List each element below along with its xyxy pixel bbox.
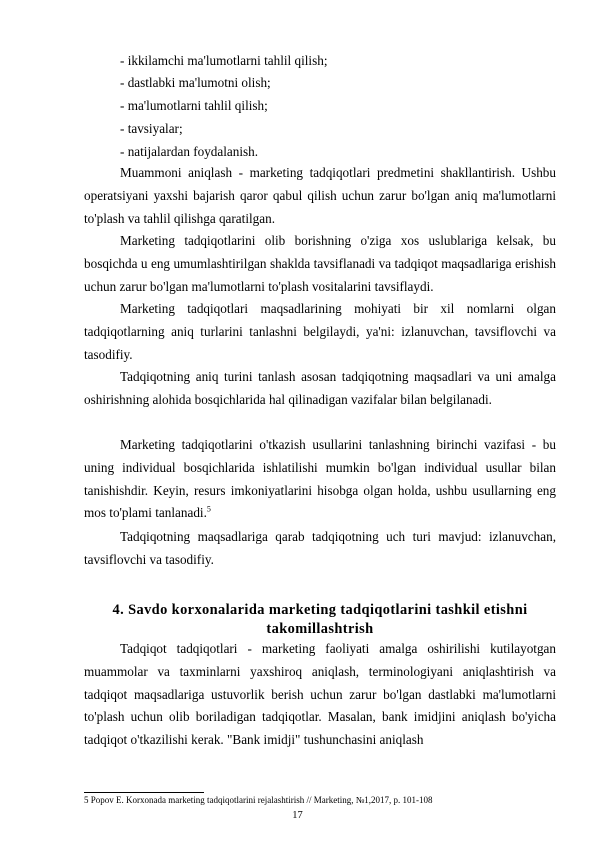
list-item: - ma'lumotlarni tahlil qilish; — [120, 98, 268, 113]
paragraph: Tadqiqotning aniq turini tanlash asosan tadqiqotning maqsadlari va uni amalga oshirishning alohida bosqichlarida hal qilinadigan vazifalar bilan belgilanadi. — [84, 369, 556, 407]
paragraph: Tadqiqotning maqsadlariga qarab tadqiqotning uch turi mavjud: izlanuvchan, tavsiflovchi va tasodifiy. — [84, 529, 556, 567]
footnote-divider — [84, 792, 204, 793]
paragraph: Muammoni aniqlash - marketing tadqiqotlari predmetini shakllantirish. Ushbu operatsiyani yaxshi bajarish qaror qabul qilish uchun zarur bo'lgan aniq ma'lumotlarni to'plash va tahlil qilishga qaratilgan. — [84, 165, 556, 226]
paragraph-text: Marketing tadqiqotlarini o'tkazish usullarini tanlashning birinchi vazifasi - bu uning individual bosqichlarida ishlatilishi mumkin bo'lgan individual usullar bilan tanishishdir. Keyin, resurs imkoniyatlarini hisobga olgan holda, ushbu usullarning eng mos to'plami tanlanadi. — [84, 437, 556, 521]
paragraph — [84, 434, 556, 525]
list-item: - ikkilamchi ma'lumotlarni tahlil qilish; — [120, 53, 328, 68]
list-item: - tavsiyalar; — [120, 121, 183, 136]
footnote-reference: 5 — [206, 505, 211, 514]
page-number: 17 — [292, 810, 303, 821]
list-item: - natijalardan foydalanish. — [120, 144, 259, 159]
paragraph: Tadqiqot tadqiqotlari - marketing faoliyati amalga oshirilishi kutilayotgan muammolar va taxminlarni yaxshiroq aniqlash, terminologiyani aniqlashtirish va tadqiqot maqsadlariga ustuvorlik berish uchun zarur bo'lgan dastlabki ma'lumotlarni to'plash uchun olib boriladigan tadqiqotlar. Masalan, bank imidjini aniqlash bo'yicha tadqiqot o'tkazilishi kerak. "Bank imidji" tushunchasini aniqlash — [84, 641, 556, 748]
paragraph: Marketing tadqiqotlarini olib borishning o'ziga xos uslublariga kelsak, bu bosqichda u eng umumlashtirilgan shaklda tavsiflanadi va tadqiqot maqsadlariga erishish uchun zarur bo'lgan ma'lumotlarni to'plash vositalarini tavsiflaydi. — [84, 233, 556, 294]
footnote: 5 Popov E. Korxonada marketing tadqiqotlarini rejalashtirish // Marketing, №1,2017, p. 101-108 — [84, 795, 433, 805]
section-heading: 4. Savdo korxonalarida marketing tadqiqotlarini tashkil etishni takomillashtrish — [112, 602, 528, 637]
paragraph: Marketing tadqiqotlari maqsadlarining mohiyati bir xil nomlarni olgan tadqiqotlarning aniq turlarini tanlashni belgilaydi, ya'ni: izlanuvchan, tavsiflovchi va tasodifiy. — [84, 301, 556, 362]
list-item: - dastlabki ma'lumotni olish; — [120, 75, 271, 90]
